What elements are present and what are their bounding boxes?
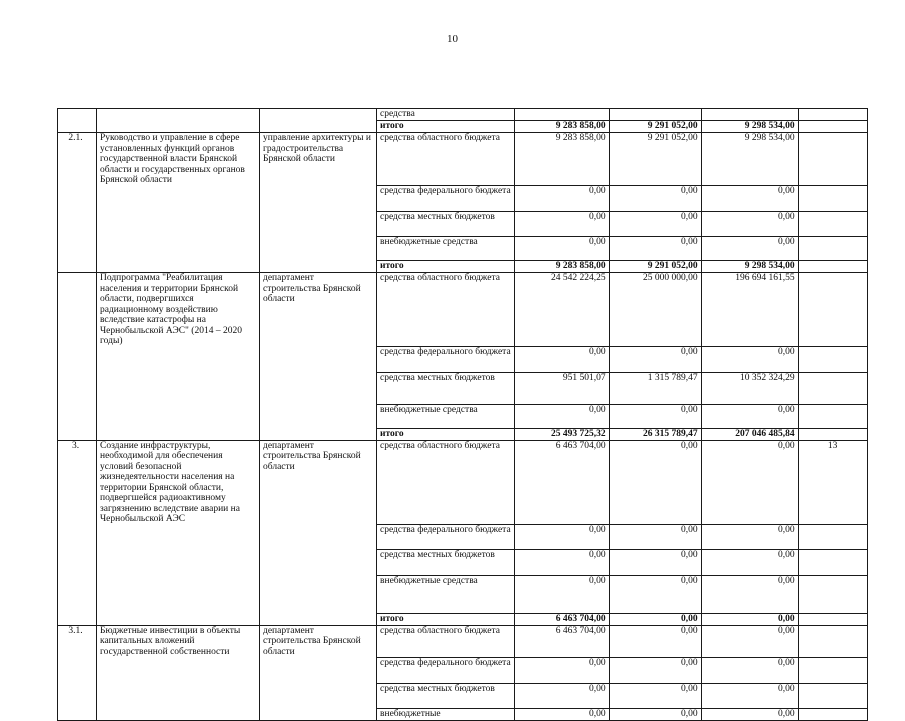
indicator-ref-cell bbox=[798, 237, 867, 261]
funding-source-cell: внебюджетные средства bbox=[377, 237, 515, 261]
measure-name-cell bbox=[97, 525, 260, 550]
table-row bbox=[58, 347, 868, 373]
amount-2016-cell: 0,00 bbox=[701, 576, 798, 614]
amount-2014-cell: 9 283 858,00 bbox=[514, 261, 609, 273]
amount-2015-cell: 0,00 bbox=[609, 683, 701, 708]
amount-2015-cell: 25 000 000,00 bbox=[609, 273, 701, 347]
measure-name-cell: Бюджетные инвестиции в объекты капитальных вложений государственной собственности bbox=[97, 625, 260, 657]
amount-2016-cell: 0,00 bbox=[701, 347, 798, 373]
row-number-cell bbox=[58, 186, 97, 212]
row-number-cell bbox=[58, 237, 97, 261]
responsible-executor-cell bbox=[260, 708, 377, 720]
amount-2016-cell: 0,00 bbox=[701, 657, 798, 683]
amount-2016-cell: 0,00 bbox=[701, 405, 798, 429]
funding-source-cell: средства областного бюджета bbox=[377, 440, 515, 525]
table-row bbox=[58, 708, 868, 720]
row-number-cell bbox=[58, 212, 97, 237]
table-row bbox=[58, 212, 868, 237]
row-number-cell bbox=[58, 550, 97, 576]
indicator-ref-cell bbox=[798, 121, 867, 133]
measure-name-cell: Подпрограмма "Реабилитация населения и территории Брянской области, подвергшихся радиационному воздействию вследствие катастрофы на Чернобыльской АЭС" (2014 – 2020 годы) bbox=[97, 273, 260, 347]
row-number-cell bbox=[58, 121, 97, 133]
funding-source-cell: средства федерального бюджета bbox=[377, 657, 515, 683]
responsible-executor-cell: департамент строительства Брянской области bbox=[260, 625, 377, 657]
responsible-executor-cell bbox=[260, 405, 377, 429]
responsible-executor-cell bbox=[260, 237, 377, 261]
table-row bbox=[58, 373, 868, 405]
responsible-executor-cell: управление архитектуры и градостроительства Брянской области bbox=[260, 133, 377, 186]
amount-2015-cell bbox=[609, 109, 701, 121]
table-row bbox=[58, 133, 868, 186]
measure-name-cell bbox=[97, 576, 260, 614]
amount-2015-cell: 0,00 bbox=[609, 212, 701, 237]
indicator-ref-cell bbox=[798, 429, 867, 441]
amount-2014-cell: 0,00 bbox=[514, 347, 609, 373]
indicator-ref-cell bbox=[798, 657, 867, 683]
responsible-executor-cell bbox=[260, 212, 377, 237]
responsible-executor-cell bbox=[260, 576, 377, 614]
amount-2014-cell: 24 542 224,25 bbox=[514, 273, 609, 347]
row-number-cell bbox=[58, 405, 97, 429]
funding-source-cell: итого bbox=[377, 121, 515, 133]
measure-name-cell bbox=[97, 347, 260, 373]
indicator-ref-cell bbox=[798, 625, 867, 657]
indicator-ref-cell bbox=[798, 708, 867, 720]
table-row bbox=[58, 405, 868, 429]
row-number-cell: 3. bbox=[58, 440, 97, 525]
row-number-cell bbox=[58, 525, 97, 550]
amount-2015-cell: 26 315 789,47 bbox=[609, 429, 701, 441]
table-row bbox=[58, 625, 868, 657]
amount-2014-cell: 0,00 bbox=[514, 550, 609, 576]
row-number-cell bbox=[58, 614, 97, 626]
amount-2014-cell: 0,00 bbox=[514, 657, 609, 683]
funding-source-cell: итого bbox=[377, 614, 515, 626]
indicator-ref-cell bbox=[798, 683, 867, 708]
amount-2016-cell: 0,00 bbox=[701, 550, 798, 576]
amount-2016-cell: 9 298 534,00 bbox=[701, 133, 798, 186]
amount-2016-cell: 207 046 485,84 bbox=[701, 429, 798, 441]
amount-2014-cell: 0,00 bbox=[514, 405, 609, 429]
funding-source-cell: средства федерального бюджета bbox=[377, 186, 515, 212]
funding-source-cell: средства местных бюджетов bbox=[377, 683, 515, 708]
row-number-cell bbox=[58, 429, 97, 441]
row-number-cell: 3.1. bbox=[58, 625, 97, 657]
funding-source-cell: внебюджетные bbox=[377, 708, 515, 720]
funding-source-cell: средства bbox=[377, 109, 515, 121]
funding-source-cell: средства федерального бюджета bbox=[377, 525, 515, 550]
amount-2014-cell: 0,00 bbox=[514, 525, 609, 550]
table-row bbox=[58, 261, 868, 273]
amount-2016-cell: 9 298 534,00 bbox=[701, 121, 798, 133]
measure-name-cell bbox=[97, 109, 260, 121]
row-number-cell bbox=[58, 373, 97, 405]
measure-name-cell: Создание инфраструктуры, необходимой для обеспечения условий безопасной жизнедеятельности населения на территории Брянской области, подвергшейся радиоактивному загрязнению вследствие аварии на Чернобыльской АЭС bbox=[97, 440, 260, 525]
table-row bbox=[58, 186, 868, 212]
measure-name-cell bbox=[97, 212, 260, 237]
table-row bbox=[58, 683, 868, 708]
amount-2016-cell: 0,00 bbox=[701, 683, 798, 708]
amount-2015-cell: 0,00 bbox=[609, 576, 701, 614]
amount-2016-cell: 0,00 bbox=[701, 708, 798, 720]
amount-2015-cell: 0,00 bbox=[609, 614, 701, 626]
measure-name-cell bbox=[97, 373, 260, 405]
row-number-cell bbox=[58, 261, 97, 273]
row-number-cell bbox=[58, 657, 97, 683]
responsible-executor-cell bbox=[260, 657, 377, 683]
responsible-executor-cell: департамент строительства Брянской области bbox=[260, 273, 377, 347]
funding-source-cell: средства местных бюджетов bbox=[377, 550, 515, 576]
responsible-executor-cell bbox=[260, 429, 377, 441]
indicator-ref-cell bbox=[798, 576, 867, 614]
measure-name-cell bbox=[97, 405, 260, 429]
amount-2016-cell: 9 298 534,00 bbox=[701, 261, 798, 273]
amount-2014-cell: 0,00 bbox=[514, 708, 609, 720]
amount-2016-cell bbox=[701, 109, 798, 121]
responsible-executor-cell: департамент строительства Брянской области bbox=[260, 440, 377, 525]
amount-2016-cell: 0,00 bbox=[701, 625, 798, 657]
table-row bbox=[58, 614, 868, 626]
table-row bbox=[58, 525, 868, 550]
responsible-executor-cell bbox=[260, 614, 377, 626]
measure-name-cell: Руководство и управление в сфере установленных функций органов государственной власти Брянской области и государственных органов Брянской области bbox=[97, 133, 260, 186]
amount-2015-cell: 1 315 789,47 bbox=[609, 373, 701, 405]
amount-2015-cell: 0,00 bbox=[609, 550, 701, 576]
amount-2015-cell: 0,00 bbox=[609, 525, 701, 550]
indicator-ref-cell bbox=[798, 133, 867, 186]
indicator-ref-cell bbox=[798, 347, 867, 373]
amount-2016-cell: 0,00 bbox=[701, 614, 798, 626]
table-row bbox=[58, 109, 868, 121]
responsible-executor-cell bbox=[260, 525, 377, 550]
funding-source-cell: итого bbox=[377, 429, 515, 441]
measure-name-cell bbox=[97, 237, 260, 261]
amount-2016-cell: 196 694 161,55 bbox=[701, 273, 798, 347]
amount-2016-cell: 0,00 bbox=[701, 212, 798, 237]
amount-2015-cell: 0,00 bbox=[609, 186, 701, 212]
indicator-ref-cell bbox=[798, 550, 867, 576]
responsible-executor-cell bbox=[260, 683, 377, 708]
amount-2016-cell: 0,00 bbox=[701, 440, 798, 525]
amount-2014-cell bbox=[514, 109, 609, 121]
measure-name-cell bbox=[97, 550, 260, 576]
indicator-ref-cell bbox=[798, 273, 867, 347]
row-number-cell bbox=[58, 576, 97, 614]
table-row bbox=[58, 237, 868, 261]
responsible-executor-cell bbox=[260, 121, 377, 133]
funding-source-cell: средства местных бюджетов bbox=[377, 212, 515, 237]
funding-source-cell: итого bbox=[377, 261, 515, 273]
amount-2014-cell: 6 463 704,00 bbox=[514, 440, 609, 525]
amount-2014-cell: 0,00 bbox=[514, 683, 609, 708]
amount-2014-cell: 0,00 bbox=[514, 576, 609, 614]
table-row bbox=[58, 273, 868, 347]
responsible-executor-cell bbox=[260, 550, 377, 576]
funding-source-cell: внебюджетные средства bbox=[377, 576, 515, 614]
table-row bbox=[58, 429, 868, 441]
row-number-cell bbox=[58, 273, 97, 347]
amount-2016-cell: 10 352 324,29 bbox=[701, 373, 798, 405]
indicator-ref-cell bbox=[798, 212, 867, 237]
amount-2014-cell: 9 283 858,00 bbox=[514, 133, 609, 186]
responsible-executor-cell bbox=[260, 373, 377, 405]
measure-name-cell bbox=[97, 429, 260, 441]
responsible-executor-cell bbox=[260, 347, 377, 373]
funding-source-cell: средства областного бюджета bbox=[377, 625, 515, 657]
indicator-ref-cell bbox=[798, 405, 867, 429]
amount-2015-cell: 9 291 052,00 bbox=[609, 261, 701, 273]
measure-name-cell bbox=[97, 614, 260, 626]
amount-2014-cell: 0,00 bbox=[514, 186, 609, 212]
amount-2016-cell: 0,00 bbox=[701, 186, 798, 212]
funding-source-cell: средства местных бюджетов bbox=[377, 373, 515, 405]
indicator-ref-cell bbox=[798, 261, 867, 273]
funding-source-cell: средства областного бюджета bbox=[377, 133, 515, 186]
measure-name-cell bbox=[97, 708, 260, 720]
indicator-ref-cell: 13 bbox=[798, 440, 867, 525]
indicator-ref-cell bbox=[798, 614, 867, 626]
amount-2014-cell: 25 493 725,32 bbox=[514, 429, 609, 441]
row-number-cell bbox=[58, 347, 97, 373]
amount-2015-cell: 9 291 052,00 bbox=[609, 133, 701, 186]
amount-2014-cell: 0,00 bbox=[514, 212, 609, 237]
responsible-executor-cell bbox=[260, 109, 377, 121]
row-number-cell bbox=[58, 708, 97, 720]
amount-2015-cell: 0,00 bbox=[609, 440, 701, 525]
amount-2014-cell: 9 283 858,00 bbox=[514, 121, 609, 133]
amount-2016-cell: 0,00 bbox=[701, 237, 798, 261]
amount-2015-cell: 0,00 bbox=[609, 625, 701, 657]
amount-2014-cell: 6 463 704,00 bbox=[514, 614, 609, 626]
table-row bbox=[58, 576, 868, 614]
row-number-cell bbox=[58, 109, 97, 121]
budget-table bbox=[57, 108, 868, 721]
amount-2014-cell: 951 501,07 bbox=[514, 373, 609, 405]
amount-2015-cell: 0,00 bbox=[609, 347, 701, 373]
funding-source-cell: внебюджетные средства bbox=[377, 405, 515, 429]
amount-2014-cell: 6 463 704,00 bbox=[514, 625, 609, 657]
measure-name-cell bbox=[97, 683, 260, 708]
amount-2015-cell: 0,00 bbox=[609, 657, 701, 683]
indicator-ref-cell bbox=[798, 186, 867, 212]
table-row bbox=[58, 550, 868, 576]
amount-2015-cell: 0,00 bbox=[609, 237, 701, 261]
measure-name-cell bbox=[97, 186, 260, 212]
row-number-cell bbox=[58, 683, 97, 708]
funding-source-cell: средства областного бюджета bbox=[377, 273, 515, 347]
amount-2015-cell: 0,00 bbox=[609, 708, 701, 720]
amount-2015-cell: 9 291 052,00 bbox=[609, 121, 701, 133]
measure-name-cell bbox=[97, 261, 260, 273]
measure-name-cell bbox=[97, 657, 260, 683]
amount-2015-cell: 0,00 bbox=[609, 405, 701, 429]
measure-name-cell bbox=[97, 121, 260, 133]
indicator-ref-cell bbox=[798, 373, 867, 405]
table-row bbox=[58, 121, 868, 133]
responsible-executor-cell bbox=[260, 186, 377, 212]
indicator-ref-cell bbox=[798, 525, 867, 550]
responsible-executor-cell bbox=[260, 261, 377, 273]
table-row bbox=[58, 440, 868, 525]
funding-source-cell: средства федерального бюджета bbox=[377, 347, 515, 373]
table-row bbox=[58, 657, 868, 683]
page-number: 10 bbox=[447, 33, 458, 45]
amount-2016-cell: 0,00 bbox=[701, 525, 798, 550]
row-number-cell: 2.1. bbox=[58, 133, 97, 186]
amount-2014-cell: 0,00 bbox=[514, 237, 609, 261]
indicator-ref-cell bbox=[798, 109, 867, 121]
